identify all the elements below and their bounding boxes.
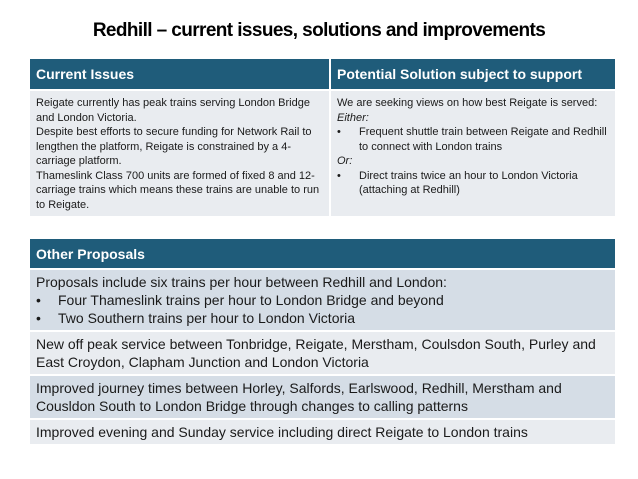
list-item <box>337 169 609 198</box>
solution-intro: We are seeking views on how best Reigate is served: <box>337 97 598 109</box>
proposals-table <box>30 239 615 444</box>
proposal-intro: Proposals include six trains per hour between Redhill and London: <box>36 274 447 290</box>
current-issues-cell <box>30 90 330 216</box>
issues-header-row <box>30 59 615 90</box>
list-item-text: Direct trains twice an hour to London Victoria (attaching at Redhill) <box>359 169 578 196</box>
potential-solution-header: Potential Solution subject to support <box>330 59 615 90</box>
bullet-icon: • <box>36 292 41 308</box>
issue-text: Reigate currently has peak trains serving London Bridge and London Victoria. <box>36 97 310 124</box>
other-proposals-header: Other Proposals <box>30 239 615 269</box>
or-list <box>337 169 609 198</box>
issue-text: Thameslink Class 700 units are formed of fixed 8 and 12-carriage trains which means these trains are unable to run to Reigate. <box>36 169 320 211</box>
table-row <box>30 375 615 419</box>
list-item <box>337 125 609 154</box>
list-item-text: Four Thameslink trains per hour to London Bridge and beyond <box>58 292 444 308</box>
proposal-cell: New off peak service between Tonbridge, Reigate, Merstham, Coulsdon South, Purley and East Croydon, Clapham Junction and London Victoria <box>30 331 615 375</box>
issues-table <box>30 59 615 216</box>
proposal-cell <box>30 269 615 331</box>
page-title: Redhill – current issues, solutions and improvements <box>92 20 546 41</box>
bullet-icon: • <box>36 310 41 326</box>
proposal-cell: Improved evening and Sunday service including direct Reigate to London trains <box>30 419 615 444</box>
either-label: Either: <box>337 111 369 124</box>
potential-solution-cell <box>330 90 615 216</box>
bullet-icon: • <box>337 169 341 182</box>
either-list <box>337 125 609 154</box>
issues-body-row <box>30 90 615 216</box>
proposals-header-row <box>30 239 615 269</box>
or-label: Or: <box>337 155 353 167</box>
list-item-text: Two Southern trains per hour to London Victoria <box>58 310 356 326</box>
list-item <box>36 291 609 309</box>
table-row <box>30 419 615 444</box>
list-item <box>36 309 609 327</box>
table-row <box>30 331 615 375</box>
list-item-text: Frequent shuttle train between Reigate and Redhill to connect with London trains <box>359 126 607 153</box>
bullet-icon: • <box>337 126 341 138</box>
table-row <box>30 269 615 331</box>
issue-text: Despite best efforts to secure funding for Network Rail to lengthen the platform, Reigate is constrained by a 4-carriage platform. <box>36 126 312 167</box>
proposal-list <box>36 291 609 327</box>
current-issues-header: Current Issues <box>30 59 330 90</box>
proposal-cell: Improved journey times between Horley, Salfords, Earlswood, Redhill, Merstham and Cousldon South to London Bridge through changes to calling patterns <box>30 375 615 419</box>
